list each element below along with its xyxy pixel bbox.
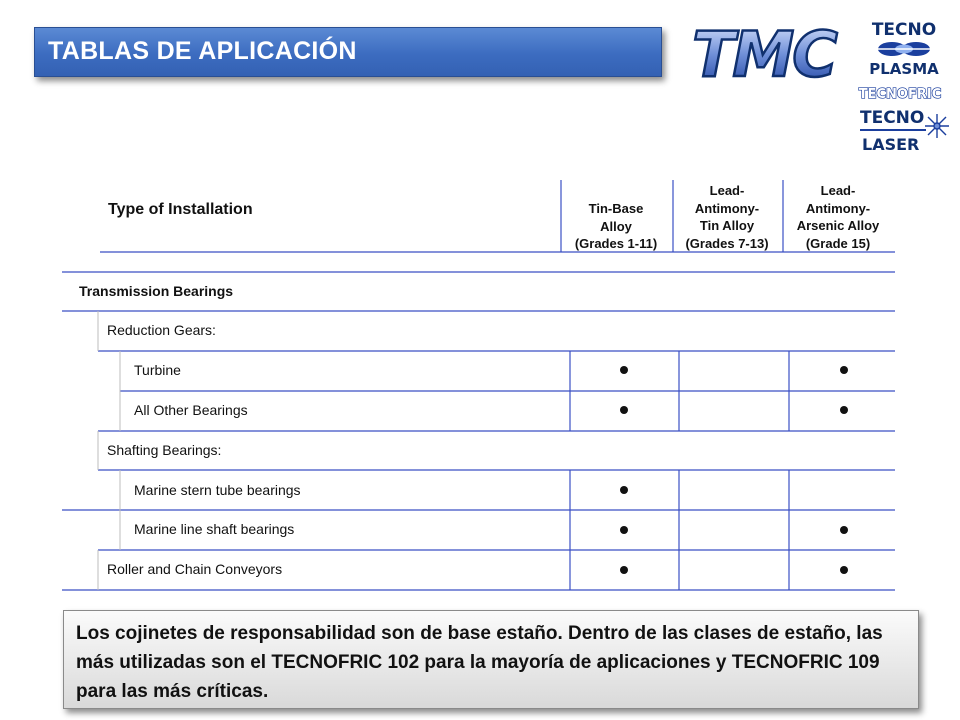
application-mark-dot	[620, 406, 628, 414]
row-label: Reduction Gears:	[107, 322, 216, 338]
application-mark-dot	[620, 366, 628, 374]
row-label: All Other Bearings	[134, 402, 248, 418]
note-text: Los cojinetes de responsabilidad son de base estaño. Dentro de las clases de estaño, las más utilizadas son el TECNOFRIC 102 para la mayoría de aplicaciones y TECNOFRIC 109 para las más críticas.	[76, 623, 883, 702]
application-mark-dot	[620, 566, 628, 574]
tecno-plasma-line1: TECNO	[871, 20, 937, 40]
row-label: Turbine	[134, 362, 181, 378]
header-installation: Type of Installation	[108, 201, 253, 218]
row-label: Marine stern tube bearings	[134, 482, 301, 498]
application-mark-dot	[620, 486, 628, 494]
application-mark-dot	[840, 366, 848, 374]
tecno-laser-line1: TECNO	[860, 108, 925, 128]
slide-title: TABLAS DE APLICACIÓN	[48, 37, 357, 65]
application-mark-dot	[620, 526, 628, 534]
note-box	[63, 610, 919, 709]
tecnofric-text: TECNOFRIC	[858, 87, 942, 102]
tmc-logo-text: TMC	[692, 18, 836, 88]
application-mark-dot	[840, 566, 848, 574]
header-col-lead-antimony-arsenic: Lead- Antimony- Arsenic Alloy (Grade 15)	[796, 183, 880, 251]
application-mark-dot	[840, 406, 848, 414]
header-col-tin-base: Tin-Base Alloy (Grades 1-11)	[574, 201, 658, 251]
header-col-lead-antimony-tin: Lead- Antimony- Tin Alloy (Grades 7-13)	[685, 183, 769, 251]
tecno-plasma-line2: PLASMA	[869, 60, 939, 78]
row-label: Marine line shaft bearings	[134, 521, 295, 537]
row-label: Shafting Bearings:	[107, 442, 222, 458]
row-label: Roller and Chain Conveyors	[107, 561, 283, 577]
row-label: Transmission Bearings	[79, 283, 234, 299]
application-mark-dot	[840, 526, 848, 534]
tecno-laser-line2: LASER	[862, 135, 920, 154]
